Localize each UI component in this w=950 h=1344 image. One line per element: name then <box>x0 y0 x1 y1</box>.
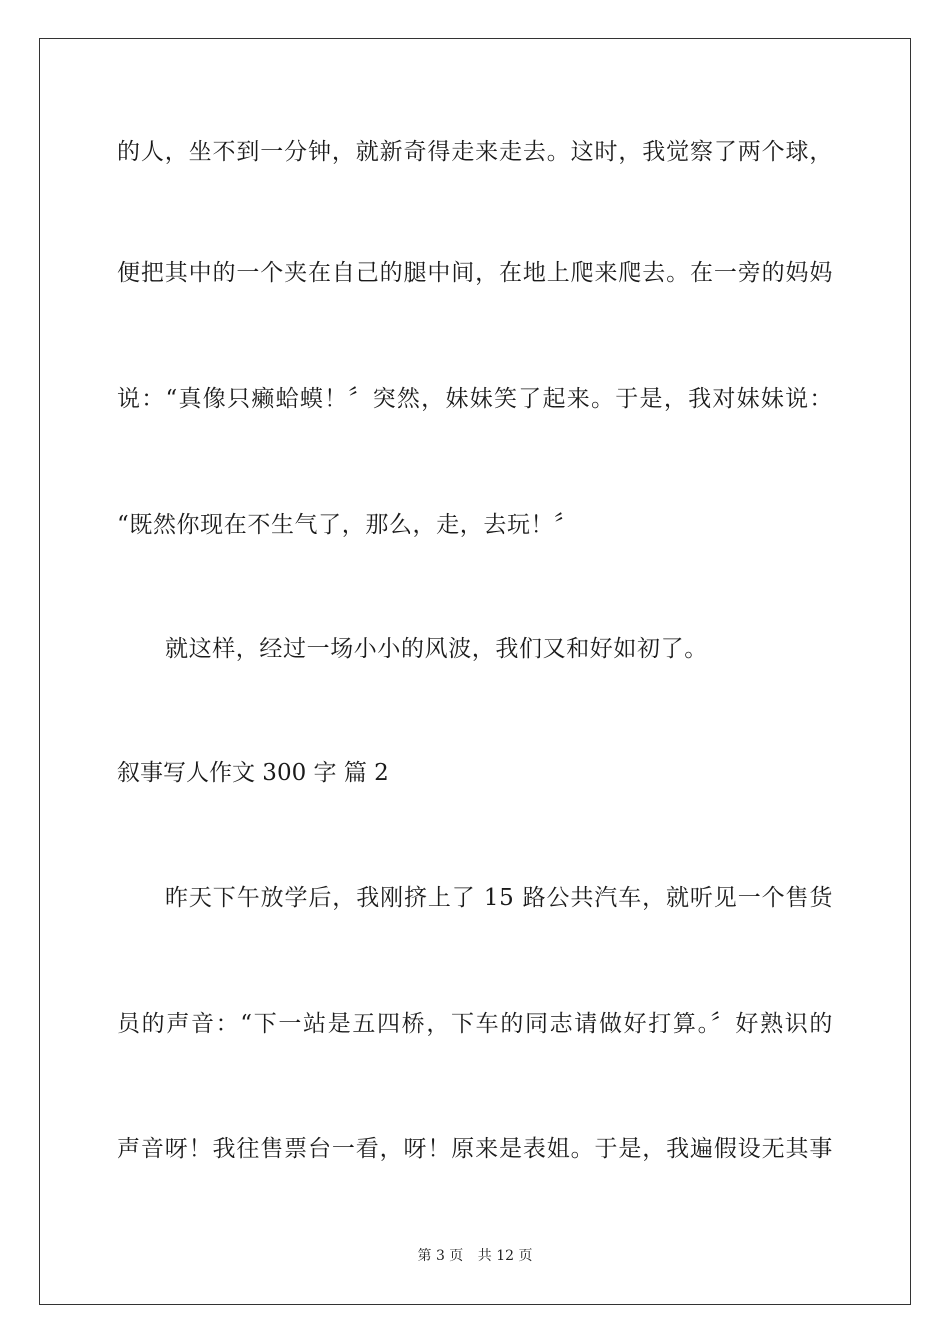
paragraph-line: “既然你现在不生气了，那么，走，去玩！〞 <box>117 512 578 538</box>
page-total: 共 12 页 <box>477 1248 533 1264</box>
paragraph-line: 员的声音：“下一站是五四桥，下车的同志请做好打算。〞好熟识的 <box>117 1011 833 1037</box>
page-number: 第 3 页 <box>417 1248 464 1264</box>
paragraph-line: 说：“真像只癞蛤蟆！〞突然，妹妹笑了起来。于是，我对妹妹说： <box>117 386 833 412</box>
paragraph-line: 便把其中的一个夹在自己的腿中间，在地上爬来爬去。在一旁的妈妈 <box>117 260 833 286</box>
paragraph-line: 的人，坐不到一分钟，就新奇得走来走去。这时，我觉察了两个球， <box>117 139 833 165</box>
section-heading: 叙事写人作文 300 字 篇 2 <box>117 760 389 786</box>
page-border <box>39 38 911 1305</box>
paragraph-line: 就这样，经过一场小小的风波，我们又和好如初了。 <box>165 636 708 662</box>
paragraph-line: 昨天下午放学后，我刚挤上了 15 路公共汽车，就听见一个售货 <box>165 885 833 911</box>
page-footer <box>0 1246 950 1266</box>
paragraph-line: 声音呀！我往售票台一看，呀！原来是表姐。于是，我遍假设无其事 <box>117 1136 833 1162</box>
